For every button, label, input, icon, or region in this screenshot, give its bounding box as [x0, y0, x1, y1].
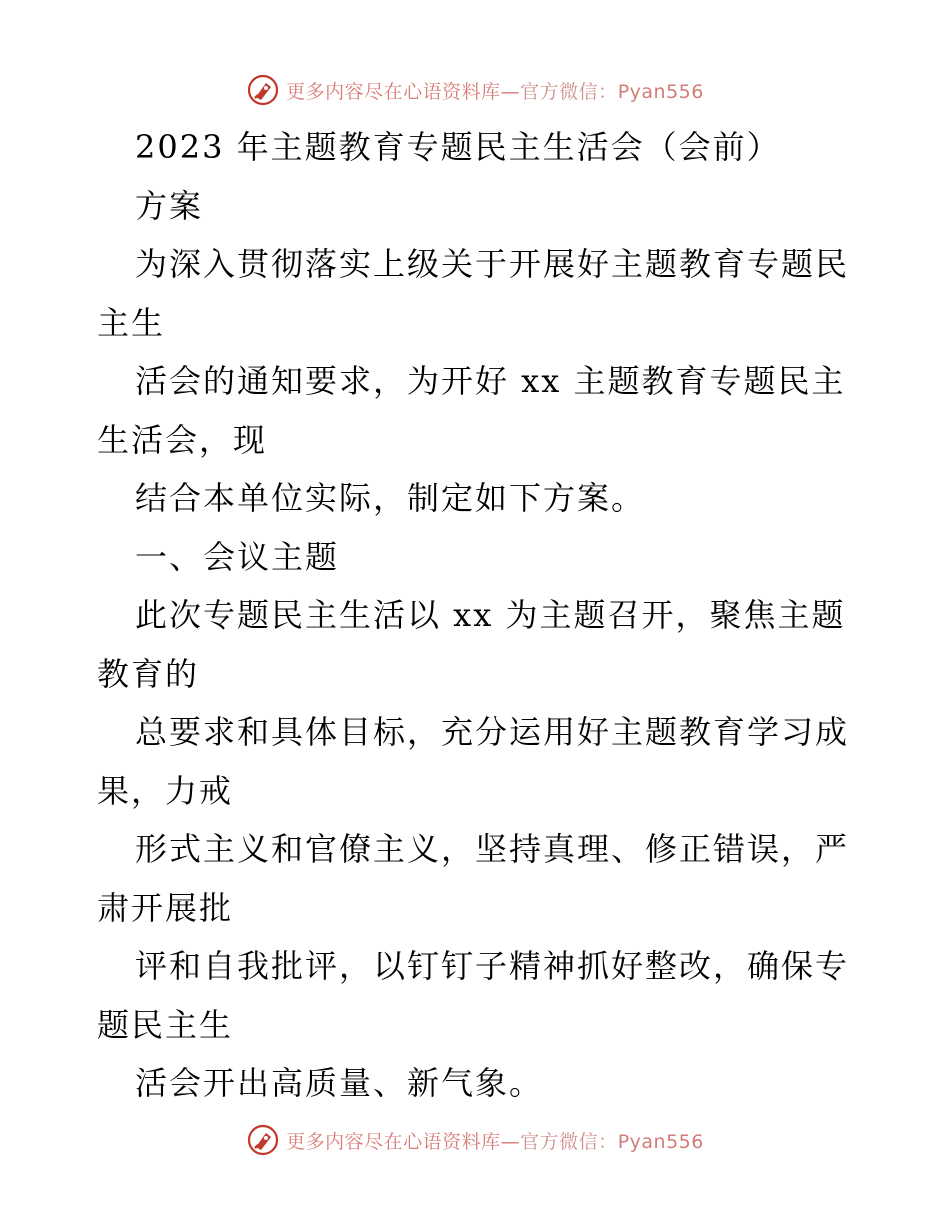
- watermark-label: 官方微信：: [520, 1130, 618, 1153]
- text-line: 此次专题民主生活以 xx 为主题召开，聚焦主题: [135, 596, 846, 634]
- header-watermark: [0, 70, 950, 110]
- text-line: 果，力戒: [97, 771, 234, 810]
- text-line: 方案: [135, 186, 204, 225]
- pen-nib-logo-icon: [246, 73, 280, 107]
- text-line: 2023 年主题教育专题民主生活会（会前）: [135, 128, 781, 166]
- text-line: 肃开展批: [97, 888, 234, 927]
- watermark-wechat-id: Pyan556: [617, 80, 704, 103]
- text-line: 形式主义和官僚主义，坚持真理、修正错误，严: [135, 830, 850, 868]
- watermark-group: [246, 73, 704, 107]
- text-line: 结合本单位实际，制定如下方案。: [135, 479, 646, 517]
- watermark-group: [246, 1123, 704, 1157]
- pen-nib-logo-icon: [246, 1123, 280, 1157]
- text-line: 为深入贯彻落实上级关于开展好主题教育专题民: [135, 245, 850, 283]
- watermark-wechat-id: Pyan556: [617, 1130, 704, 1153]
- watermark-dash: —: [500, 80, 521, 103]
- text-line: 活会开出高质量、新气象。: [135, 1064, 544, 1102]
- text-line: 生活会，现: [97, 420, 268, 459]
- watermark-text: [286, 1127, 704, 1154]
- watermark-slogan: 更多内容尽在心语资料库: [286, 80, 501, 103]
- text-line: 活会的通知要求，为开好 xx 主题教育专题民主: [135, 362, 846, 400]
- text-line: 主生: [97, 303, 166, 342]
- text-line: 教育的: [97, 654, 200, 693]
- watermark-text: [286, 77, 704, 104]
- document-body: [97, 118, 857, 1113]
- watermark-slogan: 更多内容尽在心语资料库: [286, 1130, 501, 1153]
- watermark-label: 官方微信：: [520, 80, 618, 103]
- text-line: 一、会议主题: [135, 537, 340, 576]
- text-line: 题民主生: [97, 1005, 234, 1044]
- footer-watermark: [0, 1120, 950, 1160]
- text-line: 总要求和具体目标，充分运用好主题教育学习成: [135, 713, 850, 751]
- watermark-dash: —: [500, 1130, 521, 1153]
- text-line: 评和自我批评，以钉钉子精神抓好整改，确保专: [135, 947, 850, 985]
